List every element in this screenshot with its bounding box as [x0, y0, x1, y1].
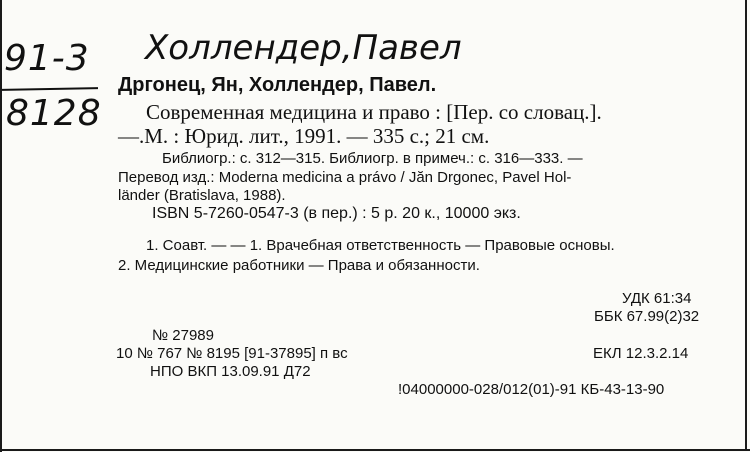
- udk-code: УДК 61:34: [622, 290, 692, 307]
- publisher-code-line: !04000000-028/012(01)-91 КБ-43-13-90: [398, 381, 665, 398]
- title-line-1: Современная медицина и право : [Пер. со словац.].: [146, 100, 602, 124]
- author-heading: Дргонец, Ян, Холлендер, Павел.: [118, 74, 437, 96]
- title-line-2: —.М. : Юрид. лит., 1991. — 335 с.; 21 см.: [118, 124, 490, 148]
- bibliography-line-3: länder (Bratislava, 1988).: [118, 187, 286, 204]
- card-bottom-edge: [0, 449, 750, 451]
- ekl-code: ЕКЛ 12.3.2.14: [593, 345, 689, 362]
- handwritten-author: Холлендер,Павел: [145, 28, 462, 68]
- call-number-top: 91-3: [4, 38, 90, 79]
- call-number-bottom: 8128: [6, 93, 102, 134]
- bibliography-line-2: Перевод изд.: Moderna medicina a právo / Jăn Drgonec, Pavel Hol-: [118, 169, 572, 186]
- bibliography-line-1: Библиогр.: с. 312—315. Библиогр. в примеч.: с. 316—333. —: [162, 150, 583, 167]
- call-number-divider: [2, 87, 98, 91]
- npo-line: НПО ВКП 13.09.91 Д72: [150, 363, 311, 380]
- isbn-line: ISBN 5-7260-0547-3 (в пер.) : 5 р. 20 к., 10000 экз.: [152, 205, 521, 222]
- card-left-edge: [0, 0, 2, 452]
- record-number: № 27989: [152, 327, 214, 344]
- subjects-line-2: 2. Медицинские работники — Права и обязанности.: [118, 257, 480, 274]
- bbk-code: ББК 67.99(2)32: [594, 308, 700, 325]
- subjects-line-1: 1. Соавт. — — 1. Врачебная ответственность — Правовые основы.: [146, 237, 615, 254]
- order-line: 10 № 767 № 8195 [91-37895] п вс: [116, 345, 348, 362]
- card-right-edge: [745, 0, 747, 450]
